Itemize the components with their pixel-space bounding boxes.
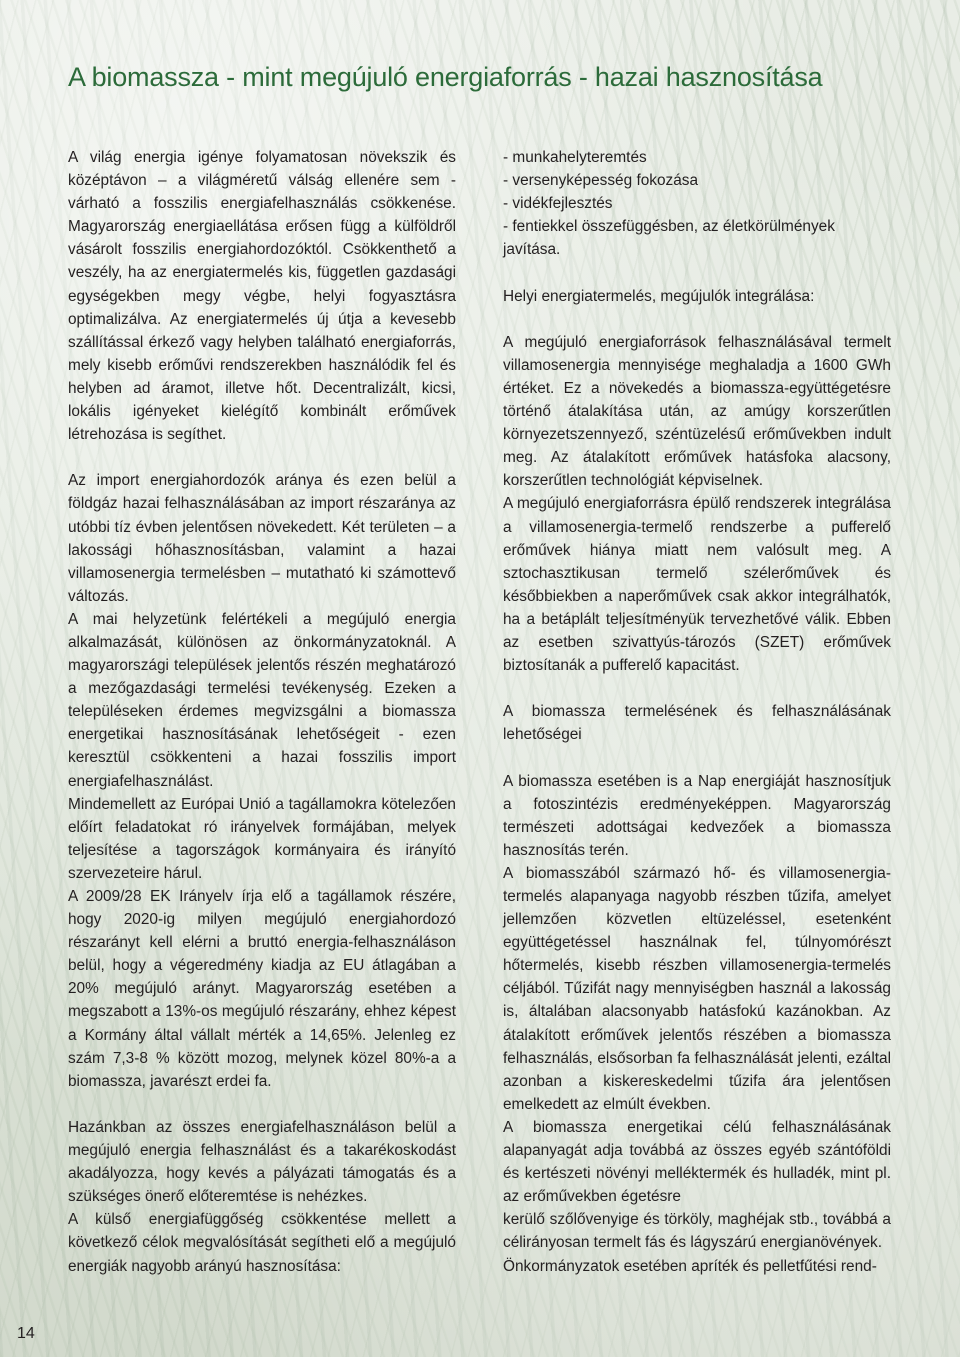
paragraph-gap bbox=[503, 308, 891, 331]
intro-paragraph: A világ energia igénye folyamatosan növekszik és középtávon – a világméretű válság ellenére sem - várható a fosszilis energiafelhasználás csökkenése. Magyarország energiaellátása erősen függ a külföldről vásárolt fosszilis energiahordozóktól. Csökkenthető a veszély, ha az energiatermelés kis, független gazdasági egységekben megy végbe, helyi fogyasztásra optimalizálva. Az energiatermelés új útja a kevesebb szállítással érkező vagy helyben található energiaforrás, mely kisebb erőművi rendszerekben használódik fel és helyben ad áramot, illetve hőt. Decentralizált, kicsi, lokális igényeket kielégítő kombinált erőművek létrehozása is segíthet. bbox=[68, 149, 456, 444]
goals-paragraph: A külső energiafüggőség csökkentése mellett a következő célok megvalósítását segítheti elő a megújuló energiák nagyobb arányú hasznosítása: bbox=[68, 1211, 456, 1275]
right-column bbox=[503, 146, 891, 1278]
municipal-heating-paragraph: Önkormányzatok esetében apríték és pelletfűtési rend- bbox=[503, 1257, 877, 1275]
page-number: 14 bbox=[17, 1325, 35, 1342]
goal-list-item: - fentiekkel összefüggésben, az életkörülmények javítása. bbox=[503, 218, 835, 259]
import-paragraph: Az import energiahordozók aránya és ezen belül a földgáz hazai felhasználásában az import részaránya az utóbbi tíz évben jelentősen növekedett. Két területen – a lakossági hőhasznosításban, valamint a hazai villamosenergia termelésben – mutatható ki számottevő változás. bbox=[68, 472, 456, 605]
goal-list-item: - versenyképesség fokozása bbox=[503, 172, 699, 190]
firewood-paragraph: A biomasszából származó hő- és villamosenergia-termelés alapanyaga nagyobb részben tűzifa, amelyet jellemzően közvetlen eltüzeléssel, esetenként együttégetéssel használnak fel, túlnyomórészt hőtermelés, kisebb részben villamosenergia-termelés céljából. Tűzifát nagy mennyiségben használ a lakosság is, általában alacsonyabb hatásfokú kazánokban. Az átalakított erőművek jelentős részében a biomassza felhasználás, elsősorban fa felhasználását jelenti, ezáltal azonban a kiskereskedelmi tűzifa ára jelentősen emelkedett az elmúlt években. bbox=[503, 864, 891, 1113]
energy-crops-paragraph: kerülő szőlővenyige és törköly, maghéjak stb., továbbá a célirányosan termelt fás és lágyszárú energianövények. bbox=[503, 1211, 891, 1252]
goal-list-item: - munkahelyteremtés bbox=[503, 149, 647, 166]
byproduct-paragraph: A biomassza energetikai célú felhasználásának alapanyagát adja továbbá az összes egyéb szántóföldi és kertészeti növényi melléktermék és hulladék, mint pl. az erőművekben égetésre bbox=[503, 1118, 891, 1206]
local-production-heading: Helyi energiatermelés, megújulók integrálása: bbox=[503, 287, 815, 305]
funding-paragraph: Hazánkban az összes energiafelhasználáson belül a megújuló energia felhasználást és a takarékoskodást akadályozza, hogy kevés a pályázati támogatás és a szükséges önerő előteremtése is nehézkes. bbox=[68, 1118, 456, 1206]
biomass-section-heading: A biomassza termelésének és felhasználásának lehetőségei bbox=[503, 703, 891, 744]
municipality-paragraph: A mai helyzetünk felértékeli a megújuló energia alkalmazását, különösen az önkormányzatoknál. A magyarországi települések jelentős részén meghatározó a mezőgazdasági termelési tevékenység. Ezeken a településeken érdemes megvizsgálni a biomassza energetikai hasznosításának lehetőségeit - ezen keresztül csökkenteni a hazai fosszilis import energiafelhasználást. bbox=[68, 610, 456, 790]
paragraph-gap bbox=[503, 677, 891, 700]
page-title: A biomassza - mint megújuló energiaforrás - hazai hasznosítása bbox=[68, 62, 823, 92]
paragraph-gap bbox=[68, 1093, 456, 1116]
paragraph-gap bbox=[503, 261, 891, 284]
eu-paragraph: Mindemellett az Európai Unió a tagállamokra kötelezően előírt feladatokat ró irányelvek formájában, melyek teljesítése a tagországok kormányaira és irányító szervezeteire hárul. bbox=[68, 795, 456, 882]
paragraph-gap bbox=[68, 446, 456, 469]
integration-paragraph: A megújuló energiaforrásra épülő rendszerek integrálása a villamosenergia-termelő rendszerbe a pufferelő erőművek hiánya miatt nem valósult meg. A sztochasztikusan termelő szélerőművek és későbbiekben a naperőművek csak akkor integrálhatók, ha a betáplált teljesítményük tervezhetővé válik. Ebben az esetben szivattyús-tározós (SZET) erőművek biztosítanák a pufferelő kapacitást. bbox=[503, 495, 891, 675]
paragraph-gap bbox=[503, 746, 891, 769]
goal-list-item: - vidékfejlesztés bbox=[503, 195, 613, 213]
left-column bbox=[68, 146, 456, 1278]
renewable-production-paragraph: A megújuló energiaforrások felhasználásával termelt villamosenergia mennyisége meghaladja a 1600 GWh értéket. Ez a növekedés a biomassza-együttégetésre történő átalakítása után, az amúgy korszerűtlen környezetszennyező, széntüzelésű erőművekben indult meg. Az átalakított erőművek hatásfoka alacsony, korszerűtlen technológiát képviselnek. bbox=[503, 333, 891, 490]
directive-paragraph: A 2009/28 EK Irányelv írja elő a tagállamok részére, hogy 2020-ig milyen megújuló energiahordozó részarányt kell elérni a bruttó energia-felhasználáson belül, hogy a végeredmény kiadja az EU átlagában a 20% megújuló arányt. Magyarország esetében a megszabott a 13%-os megújuló részarány, ehhez képest a Kormány által vállalt mérték a 14,65%. Jelenleg ez szám 7,3-8 % között mozog, melynek közel 80%-a a biomassza, javarészt erdei fa. bbox=[68, 888, 456, 1090]
photosynthesis-paragraph: A biomassza esetében is a Nap energiáját hasznosítjuk a fotoszintézis eredményeképpen. Magyarország természeti adottságai kedvezőek a biomassza hasznosítás terén. bbox=[503, 772, 891, 859]
